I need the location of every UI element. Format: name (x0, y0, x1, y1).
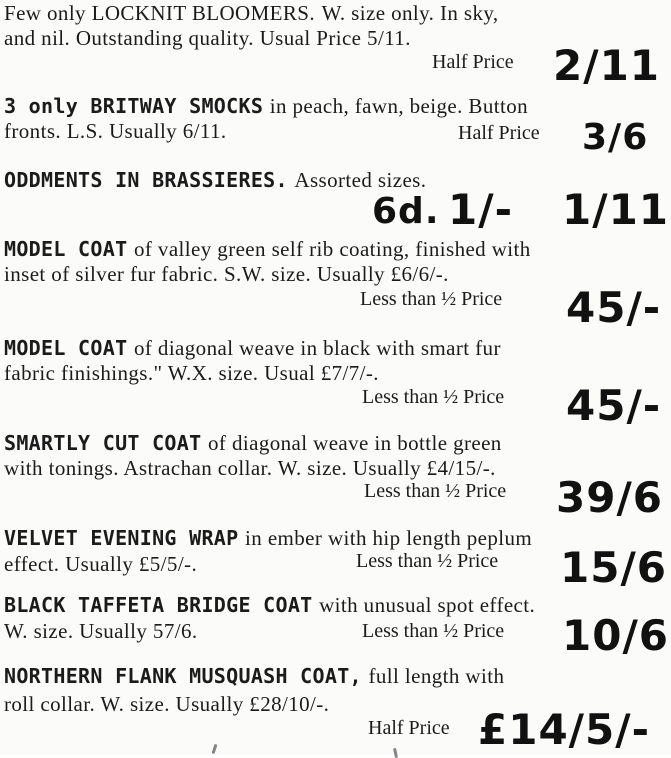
price-tag-label: Less than ½ Price (362, 386, 505, 408)
ad-heading: BLACK TAFFETA BRIDGE COAT (4, 593, 313, 617)
ad-line-1 (4, 168, 426, 192)
sale-price: 39/6 (556, 473, 664, 522)
price-tag-label: Less than ½ Price (360, 288, 503, 310)
ad-description-line-2: with tonings. Astrachan collar. W. size. Usually £4/15/-. (4, 456, 496, 480)
ad-description: with unusual spot effect. (319, 593, 536, 617)
sale-price-1s: 1/- (448, 185, 513, 234)
sale-price: £14/5/- (478, 705, 651, 754)
ad-description-line-2: fabric finishings." W.X. size. Usual £7/7/-. (4, 361, 379, 385)
ad-line-1 (4, 94, 528, 118)
price-tag-label: Half Price (458, 122, 540, 144)
sale-price: 10/6 (562, 611, 670, 660)
ad-line-1 (4, 526, 532, 550)
ad-line-1 (4, 336, 501, 360)
price-tag-label: Less than ½ Price (364, 480, 507, 502)
ad-description: W. size only. In sky, (321, 1, 499, 25)
ad-line-1 (4, 593, 535, 617)
ad-description: of valley green self rib coating, finished with (133, 237, 531, 261)
ad-heading: NORTHERN FLANK MUSQUASH COAT, (4, 664, 362, 688)
ad-description: Assorted sizes. (294, 168, 427, 192)
ad-description-line-2: fronts. L.S. Usually 6/11. (4, 119, 227, 143)
ad-description-line-2: roll collar. W. size. Usually £28/10/-. (4, 692, 330, 716)
price-tag-label: Half Price (432, 51, 514, 73)
sale-price: 45/- (566, 283, 662, 332)
ink-speck (212, 744, 218, 754)
price-tag-label: Half Price (368, 717, 450, 739)
price-tag-label: Less than ½ Price (362, 620, 505, 642)
ad-heading: MODEL COAT (4, 237, 128, 261)
ad-heading: ODDMENTS IN BRASSIERES. (4, 168, 288, 192)
sale-price-1s11d: 1/11 (562, 185, 670, 234)
ad-description: of diagonal weave in black with smart fur (133, 336, 501, 360)
ad-description: in ember with hip length peplum (245, 526, 533, 550)
price-tag-label: Less than ½ Price (356, 550, 499, 572)
sale-price: 2/11 (553, 41, 661, 90)
sale-price: 3/6 (582, 117, 649, 158)
ad-line-1 (4, 237, 531, 261)
ad-heading: 3 only BRITWAY SMOCKS (4, 94, 264, 118)
sale-price-6d: 6d. (372, 191, 440, 232)
ad-description: in peach, fawn, beige. Button (269, 94, 529, 118)
ad-heading: SMARTLY CUT COAT (4, 431, 202, 455)
ink-speck (393, 748, 398, 758)
ad-description: of diagonal weave in bottle green (208, 431, 502, 455)
sale-price: 45/- (566, 381, 662, 430)
ad-line-1 (4, 431, 502, 455)
ad-heading: MODEL COAT (4, 336, 128, 360)
ad-heading: VELVET EVENING WRAP (4, 526, 239, 550)
sale-price: 15/6 (560, 543, 668, 592)
ad-line-1 (4, 664, 504, 688)
ad-line-1 (4, 1, 499, 25)
ad-description: full length with (368, 664, 505, 688)
ad-description-line-2: inset of silver fur fabric. S.W. size. Usually £6/6/-. (4, 262, 449, 286)
ad-description-line-2: W. size. Usually 57/6. (4, 619, 198, 643)
ad-description-line-2: and nil. Outstanding quality. Usual Price 5/11. (4, 26, 411, 50)
ad-description-line-2: effect. Usually £5/5/-. (4, 552, 198, 576)
ad-heading: Few only LOCKNIT BLOOMERS. (4, 1, 316, 25)
